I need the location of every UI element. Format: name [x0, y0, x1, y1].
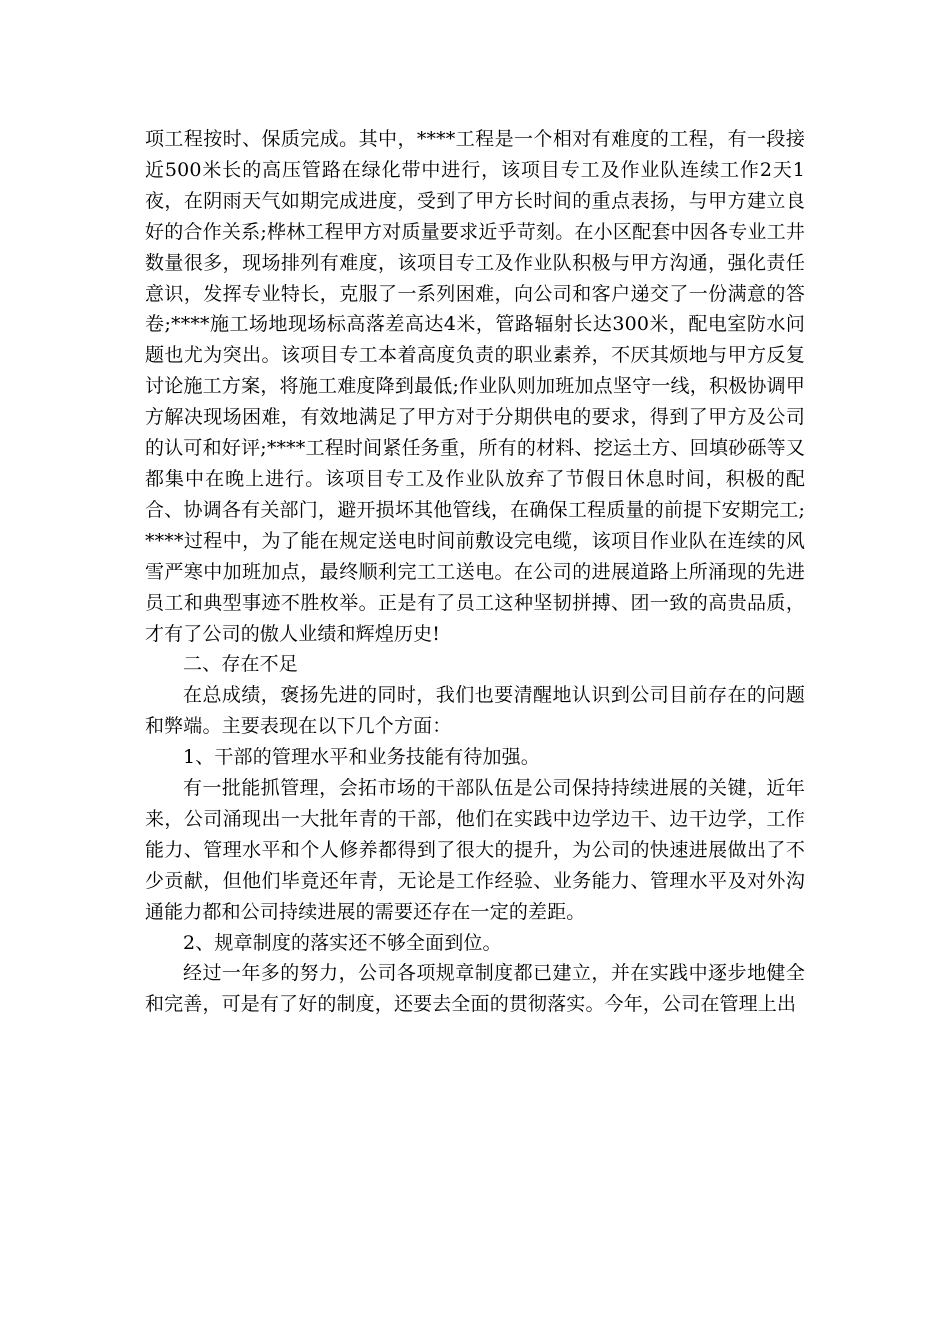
paragraph-cadre-management: 有一批能抓管理，会拓市场的干部队伍是公司保持持续进展的关键，近年来，公司涌现出一大批年青的干部，他们在实践中边学边干、边干边学，工作能力、管理水平和个人修养都得到了很大的提升，为公司的快速进展做出了不少贡献，但他们毕竟还年青，无论是工作经验、业务能力、管理水平及对外沟通能力都和公司持续进展的需要还存在一定的差距。 — [145, 777, 805, 923]
subheading-cadre-management: 1、干部的管理水平和业务技能有待加强。 — [183, 746, 540, 769]
paragraph-rules-implementation: 经过一年多的努力，公司各项规章制度都已建立，并在实践中逐步地健全和完善，可是有了好的制度，还要去全面的贯彻落实。今年，公司在管理上出 — [145, 962, 805, 1016]
subheading-rules-implementation: 2、规章制度的落实还不够全面到位。 — [183, 931, 502, 954]
paragraph-shortcomings-intro: 在总成绩，褒扬先进的同时，我们也要清醒地认识到公司目前存在的问题和弊端。主要表现在以下几个方面： — [145, 684, 805, 738]
paragraph-project-achievements: 项工程按时、保质完成。其中，****工程是一个相对有难度的工程，有一段接近500米长的高压管路在绿化带中进行，该项目专工及作业队连续工作2天1夜，在阴雨天气如期完成进度，受到了甲方长时间的重点表扬，与甲方建立良好的合作关系;桦林工程甲方对质量要求近乎苛刻。在小区配套中因各专业工井数量很多，现场排列有难度，该项目专工及作业队积极与甲方沟通，强化责任意识，发挥专业特长，克服了一系列困难，向公司和客户递交了一份满意的答卷;****施工场地现场标高落差高达4米，管路辐射长达300米，配电室防水问题也尤为突出。该项目专工本着高度负责的职业素养，不厌其烦地与甲方反复讨论施工方案，将施工难度降到最低;作业队则加班加点坚守一线，积极协调甲方解决现场困难，有效地满足了甲方对于分期供电的要求，得到了甲方及公司的认可和好评;****工程时间紧任务重，所有的材料、挖运土方、回填砂砾等又都集中在晚上进行。该项目专工及作业队放弃了节假日休息时间，积极的配合、协调各有关部门，避开损坏其他管线，在确保工程质量的前提下安期完工;****过程中，为了能在规定送电时间前敷设完电缆，该项目作业队在连续的风雪严寒中加班加点，最终顺利完工工送电。在公司的进展道路上所涌现的先进员工和典型事迹不胜枚举。正是有了员工这种坚韧拼搏、团一致的高贵品质，才有了公司的傲人业绩和辉煌历史! — [145, 128, 805, 645]
section-heading-shortcomings: 二、存在不足 — [183, 653, 298, 676]
document-page — [145, 124, 805, 1020]
